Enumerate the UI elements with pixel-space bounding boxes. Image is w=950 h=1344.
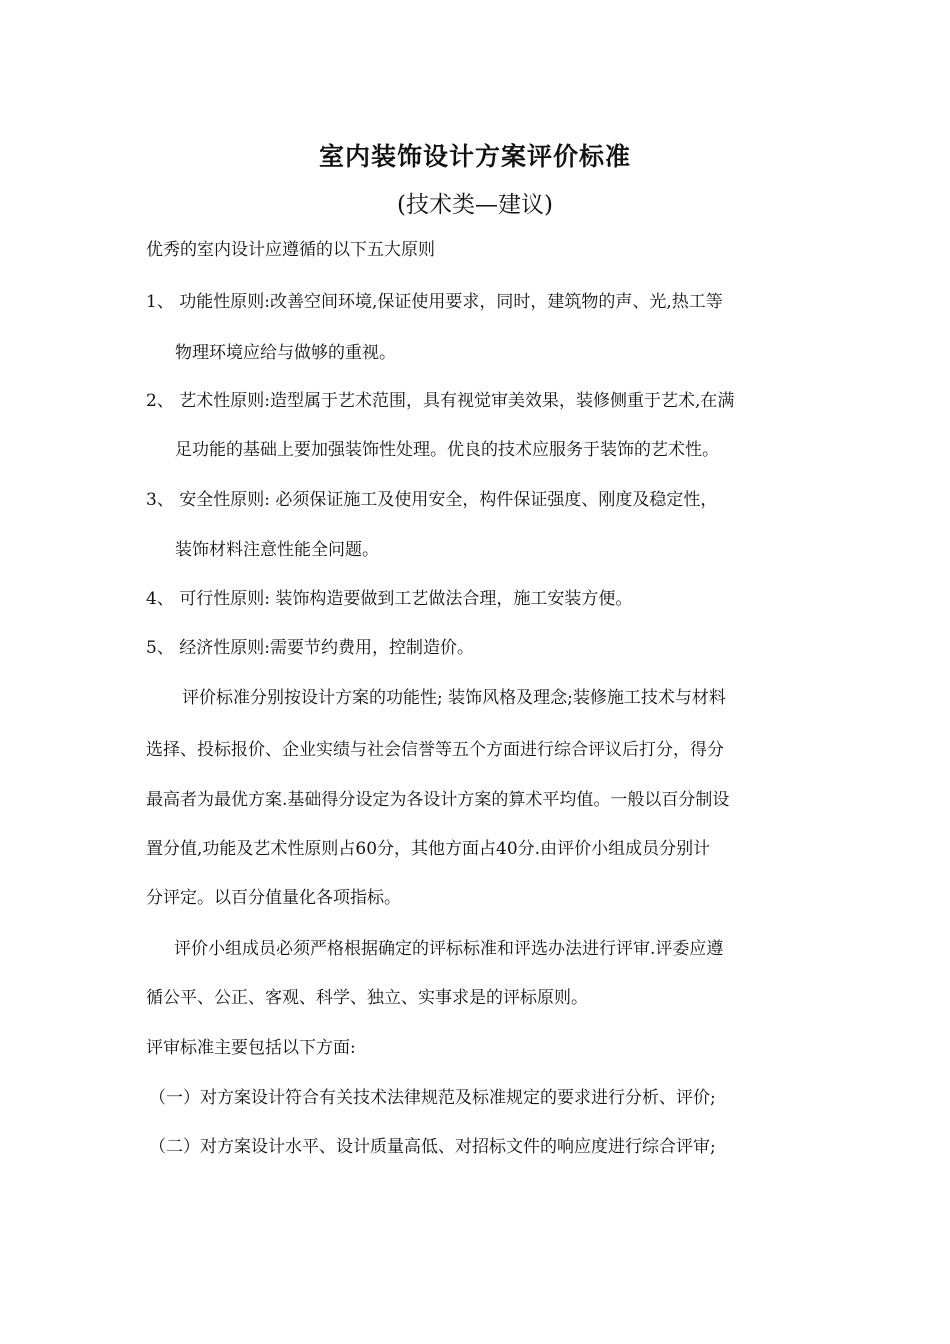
- principle-3-continuation: 装饰材料注意性能全问题。: [175, 540, 379, 560]
- paragraph-2-line-2: 循公平、公正、客观、科学、独立、实事求是的评标原则。: [146, 988, 588, 1008]
- principle-1-continuation: 物理环境应给与做够的重视。: [175, 343, 396, 363]
- paragraph-2-line-1: 评价小组成员必须严格根据确定的评标标准和评选办法进行评审.评委应遵: [174, 939, 724, 959]
- document-title: 室内装饰设计方案评价标准: [318, 142, 631, 171]
- principle-3-line: 3、 安全性原则: 必须保证施工及使用安全，构件保证强度、刚度及稳定性，: [146, 490, 718, 510]
- intro-line: 优秀的室内设计应遵循的以下五大原则: [146, 240, 435, 260]
- principle-4-line: 4、 可行性原则: 装饰构造要做到工艺做法合理，施工安装方便。: [146, 589, 633, 609]
- paragraph-1-line-3: 最高者为最优方案.基础得分设定为各设计方案的算术平均值。一般以百分制设: [146, 790, 730, 810]
- paragraph-1-line-4: 置分值,功能及艺术性原则占60分，其他方面占40分.由评价小组成员分别计: [146, 839, 711, 859]
- criteria-item-1: （一）对方案设计符合有关技术法律规范及标准规定的要求进行分析、评价;: [149, 1088, 716, 1108]
- principle-5-line: 5、 经济性原则:需要节约费用，控制造价。: [146, 638, 474, 658]
- principle-1-line: 1、 功能性原则:改善空间环境,保证使用要求，同时，建筑物的声、光,热工等: [146, 292, 723, 312]
- criteria-item-2: （二）对方案设计水平、设计质量高低、对招标文件的响应度进行综合评审;: [149, 1137, 716, 1157]
- paragraph-1-line-1: 评价标准分别按设计方案的功能性; 装饰风格及理念;装修施工技术与材料: [182, 688, 726, 708]
- document-subtitle: (技术类—建议): [397, 192, 553, 218]
- principle-2-continuation: 足功能的基础上要加强装饰性处理。优良的技术应服务于装饰的艺术性。: [175, 440, 719, 460]
- criteria-heading: 评审标准主要包括以下方面:: [146, 1038, 356, 1058]
- paragraph-1-line-2: 选择、投标报价、企业实绩与社会信誉等五个方面进行综合评议后打分，得分: [146, 740, 724, 760]
- paragraph-1-line-5: 分评定。以百分值量化各项指标。: [146, 888, 401, 908]
- principle-2-line: 2、 艺术性原则:造型属于艺术范围，具有视觉审美效果，装修侧重于艺术,在满: [146, 391, 735, 411]
